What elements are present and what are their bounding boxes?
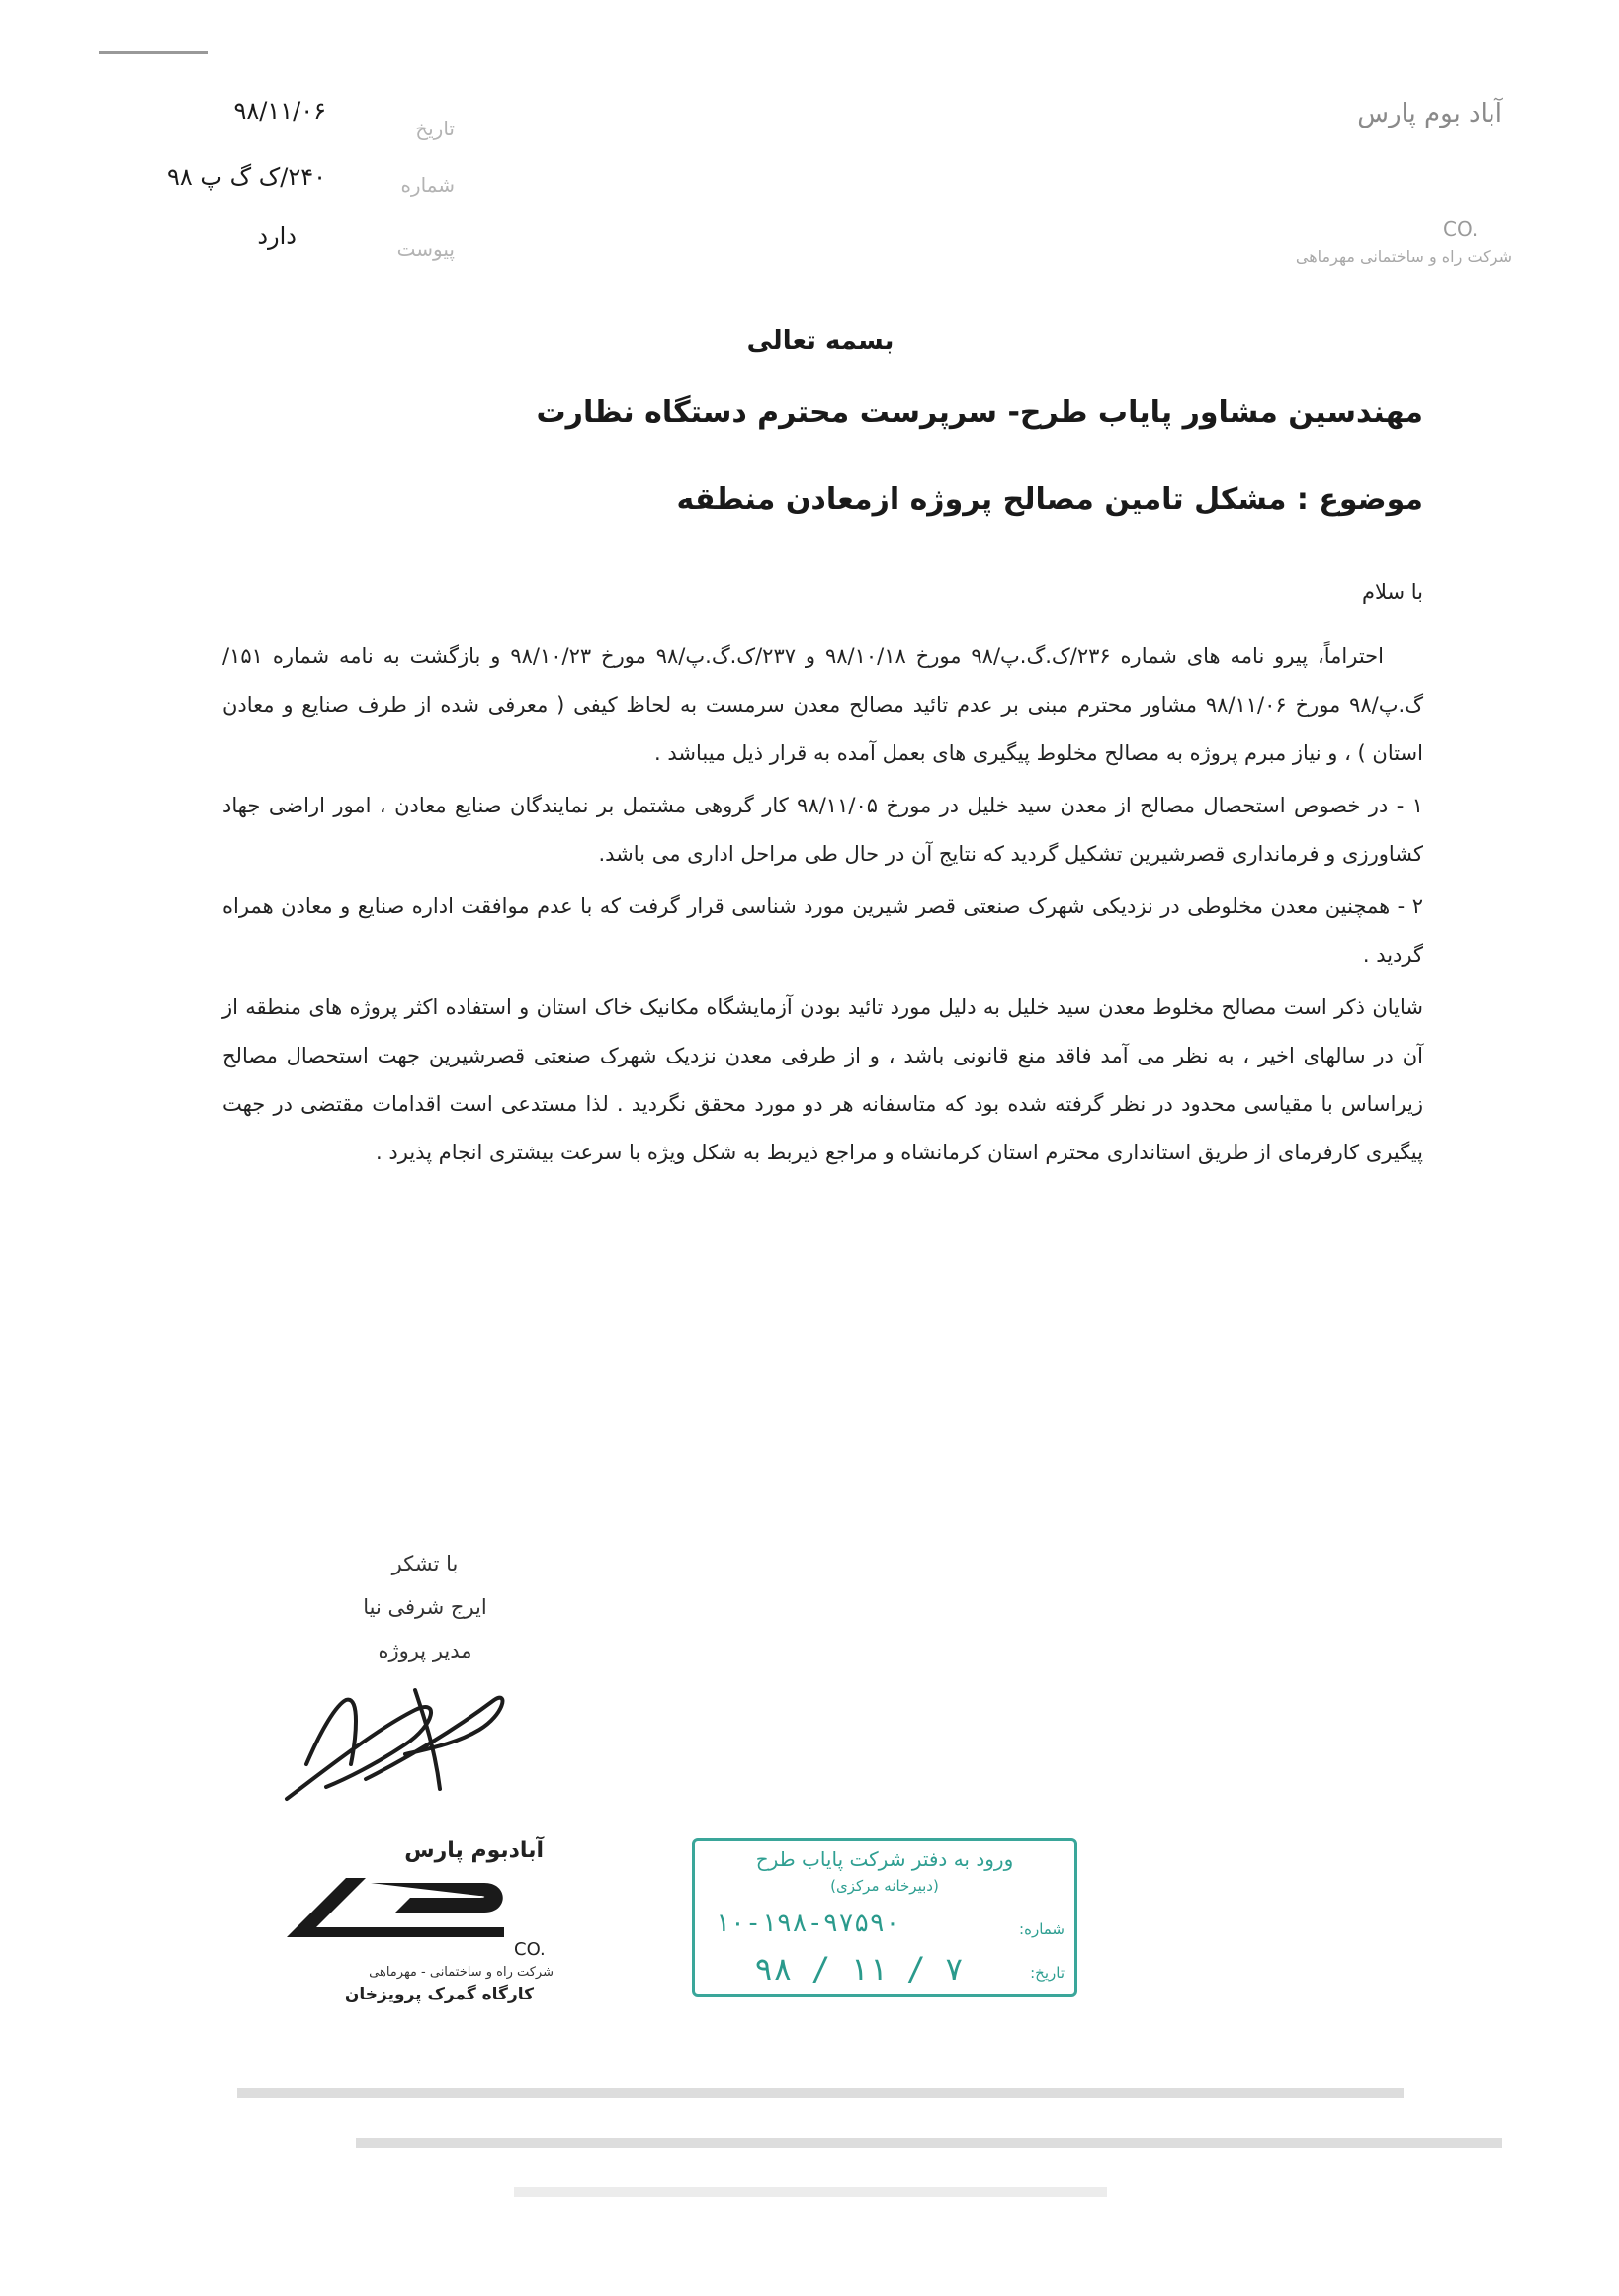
recipient-line: مهندسین مشاور پایاب طرح- سرپرست محترم دستگاه نظارت <box>536 395 1423 430</box>
footer-line-3 <box>514 2187 1107 2197</box>
receipt-number-label: شماره: <box>1019 1920 1065 1938</box>
header-date-label: تاریخ <box>415 117 455 140</box>
paragraph-item-2: ۲ - همچنین معدن مخلوطی در نزدیکی شهرک صنعتی قصر شیرین مورد شناسی قرار گرفت که با عدم موافقت اداره صنایع و معادن همراه گردید . <box>222 894 1423 967</box>
header-number: ۲۴۰/ک گ پ ۹۸ <box>167 163 326 191</box>
header-number-label: شماره <box>400 173 455 197</box>
company-stamp-line2: کارگاه گمرک پرویزخان <box>344 1985 534 2004</box>
greeting: با سلام <box>1361 580 1423 604</box>
paragraph-conclusion: شایان ذکر است مصالح مخلوط معدن سید خلیل به دلیل مورد تائید بودن آزمایشگاه مکانیک خاک استان و استفاده اکثر پروژه های منطقه از آن در سالهای اخیر ، به نظر می آمد فاقد منع قانونی باشد ، و از طرفی معدن نزدیک شهرک صنعتی قصرشیرین جهت استحصال مصالح زیراساس با مقیاسی محدود در نظر گرفته شده بود که متاسفانه هر دو مورد محقق نگردید . لذا مستدعی است اقدامات مقتضی در جهت پیگیری کارفرمای از طریق استانداری محترم استان کرمانشاه و مراجع ذیربط به شکل ویژه با سرعت بیشتری انجام پذیرد . <box>222 995 1423 1164</box>
company-co: CO. <box>1443 217 1479 241</box>
paragraph-intro: احتراماً، پیرو نامه های شماره ۲۳۶/ک.گ.پ/۹۸ مورخ ۹۸/۱۰/۱۸ و ۲۳۷/ک.گ.پ/۹۸ مورخ ۹۸/۱۰/۲۳ و بازگشت به نامه شماره ۱۵۱/ گ.پ/۹۸ مورخ ۹۸/۱۱/۰۶ مشاور محترم مبنی بر عدم تائید مصالح معدن سرمست به لحاظ کیفی ( معرفی شده از طرف صنایع و معادن استان ) ، و نیاز مبرم پروژه به مصالح مخلوط پیگیری های بعمل آمده به قرار ذیل میباشد . <box>222 644 1423 765</box>
receipt-number-value: ۱۰-۱۹۸-۹۷۵۹۰ <box>715 1909 900 1938</box>
closing-block <box>297 1542 554 1672</box>
receipt-date-value: ۹۸ / ۱۱ / ۷ <box>754 1950 964 1988</box>
bismillah: بسمه تعالی <box>746 326 895 356</box>
receipt-date-label: تاریخ: <box>1030 1964 1065 1982</box>
header-attachment-label: پیوست <box>396 237 455 261</box>
receipt-stamp-title: ورود به دفتر شرکت پایاب طرح <box>755 1847 1014 1871</box>
company-stamp-name: آبادبوم پارس <box>404 1838 544 1863</box>
header-attachment: دارد <box>257 222 297 250</box>
signer-name: ایرج شرفی نیا <box>363 1595 487 1619</box>
company-logo-icon <box>277 1868 514 1947</box>
footer-line-1 <box>237 2088 1404 2098</box>
signature-icon <box>267 1670 524 1819</box>
company-stamp-co: CO. <box>514 1939 546 1960</box>
footer-line-2 <box>356 2138 1502 2148</box>
letter-body <box>222 633 1423 1177</box>
receipt-stamp <box>692 1838 1077 1997</box>
subject-line: موضوع : مشکل تامین مصالح پروژه ازمعادن منطقه <box>676 482 1423 517</box>
paragraph-item-1: ۱ - در خصوص استحصال مصالح از معدن سید خلیل در مورخ ۹۸/۱۱/۰۵ کار گروهی مشتمل بر نمایندگان صنایع معادن ، امور اراضی جهاد کشاورزی و فرمانداری قصرشیرین تشکیل گردید که نتایج آن در حال طی مراحل اداری می باشد. <box>222 794 1423 866</box>
receipt-stamp-subtitle: (دبیرخانه مرکزی) <box>830 1877 939 1895</box>
company-stamp-line1: شرکت راه و ساختمانی - مهرماهی <box>369 1965 554 1980</box>
company-stamp <box>267 1838 563 2006</box>
company-subtitle: شرکت راه و ساختمانی مهرماهی <box>1295 247 1512 266</box>
closing-thanks: با تشکر <box>391 1552 459 1575</box>
company-name: آباد بوم پارس <box>1357 99 1502 128</box>
signer-title: مدیر پروژه <box>378 1639 472 1662</box>
corner-mark <box>99 51 208 54</box>
header-date: ۹۸/۱۱/۰۶ <box>233 97 326 125</box>
